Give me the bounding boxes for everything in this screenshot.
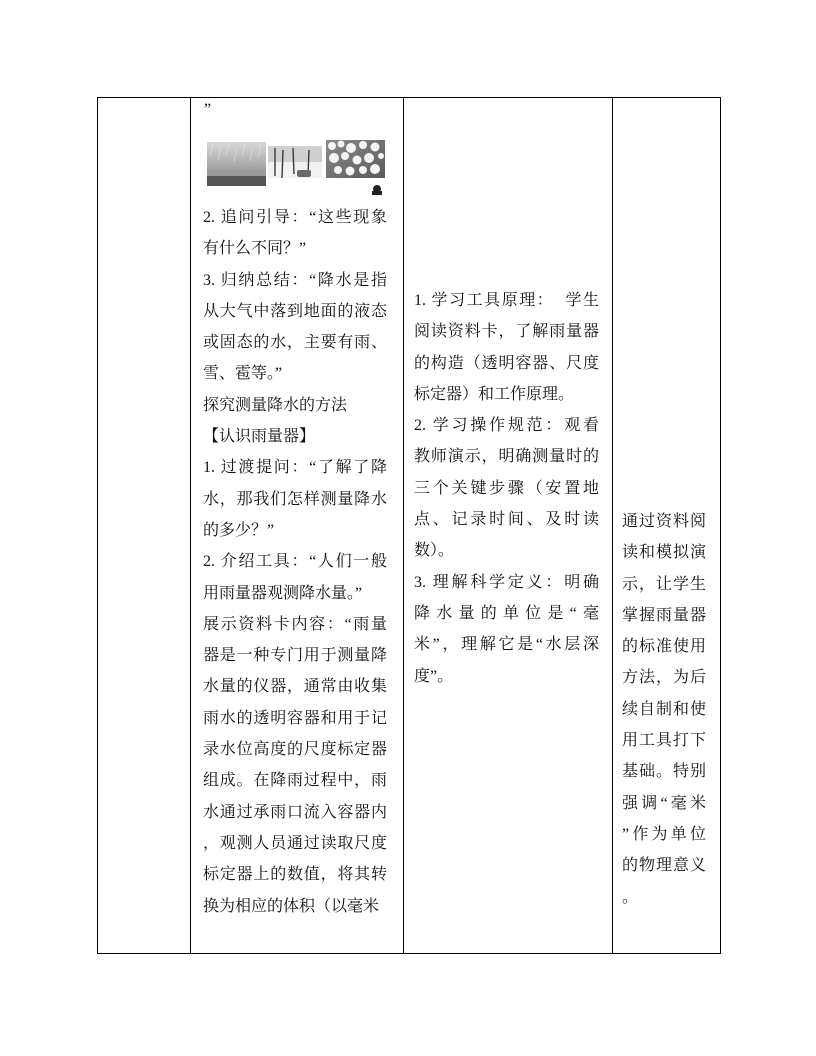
- teacher-activity-lead-quote: ”: [204, 101, 212, 118]
- student-activity-line: 1. 学习工具原理： 学生: [414, 292, 599, 309]
- student-activity-line: 标定器）和工作原理。: [414, 385, 575, 403]
- teacher-activity-line: 雪、雹等。”: [203, 365, 283, 383]
- teacher-activity-line: 用雨量器观测降水量。”: [203, 584, 363, 602]
- design-intent-line: 的物理意义: [622, 857, 706, 875]
- design-intent-line: 通过资料阅: [622, 513, 706, 530]
- teacher-activity-paragraph: [203, 452, 387, 546]
- design-intent-line: 方法，为后: [622, 669, 706, 687]
- design-intent-column: [622, 506, 706, 913]
- teacher-activity-line: 水通过承雨口流入容器内: [203, 803, 387, 821]
- teacher-activity-line: 器是一种专门用于测量降: [203, 647, 387, 665]
- teacher-activity-line: 的多少？”: [203, 521, 275, 539]
- student-activity-line: 点、记录时间、及时读: [414, 511, 599, 529]
- design-intent-line: 。: [622, 888, 639, 906]
- design-intent-line: 掌握雨量器: [622, 606, 706, 624]
- column-divider: [190, 97, 191, 954]
- precipitation-photo-strip: [205, 136, 387, 198]
- teacher-activity-column: [203, 202, 387, 922]
- teacher-activity-line: 2. 追问引导：“这些现象: [203, 209, 387, 226]
- teacher-activity-line: 【认识雨量器】: [203, 428, 316, 446]
- teacher-activity-line: 录水位高度的尺度标定器: [203, 741, 387, 759]
- student-activity-line: 数）。: [414, 542, 455, 560]
- teacher-activity-line: 或固态的水，主要有雨、: [203, 334, 387, 352]
- teacher-activity-line: 有什么不同？”: [203, 240, 307, 258]
- student-activity-paragraph: [414, 567, 599, 692]
- teacher-activity-paragraph: [203, 265, 387, 390]
- student-activity-line: 米”，理解它是“水层深: [414, 636, 599, 654]
- student-activity-line: 2. 学习操作规范：观看: [414, 417, 599, 435]
- student-activity-line: 降水量的单位是“毫: [414, 604, 599, 622]
- table-right-border: [720, 97, 721, 954]
- design-intent-line: 的标准使用: [622, 638, 706, 656]
- teacher-activity-line: 2. 介绍工具：“人们一般: [203, 553, 387, 571]
- snow-photo: [268, 146, 322, 188]
- design-intent-paragraph: [622, 506, 706, 913]
- teacher-activity-line: 标定器上的数值，将其转: [203, 866, 387, 884]
- teacher-activity-line: 展示资料卡内容：“雨量: [203, 615, 387, 633]
- student-activity-line: 度”。: [414, 667, 454, 685]
- teacher-activity-paragraph: [203, 421, 387, 452]
- teacher-activity-line: 1. 过渡提问：“了解了降: [203, 459, 387, 477]
- column-divider: [403, 97, 404, 954]
- hail-photo: [326, 140, 385, 178]
- teacher-activity-paragraph: [203, 609, 387, 922]
- teacher-activity-line: 从大气中落到地面的液态: [203, 302, 387, 320]
- table-cell-blank: [98, 98, 190, 953]
- teacher-activity-paragraph: [203, 546, 387, 609]
- student-activity-line: 三个关键步骤（安置地: [414, 479, 599, 497]
- teacher-activity-paragraph: [203, 202, 387, 265]
- design-intent-line: 读和模拟演: [622, 544, 706, 562]
- student-activity-line: 3. 理解科学定义：明确: [414, 573, 599, 591]
- student-activity-line: 教师演示，明确测量时的: [414, 448, 599, 466]
- student-activity-paragraph: [414, 410, 599, 566]
- teacher-activity-line: ，观测人员通过读取尺度: [203, 834, 387, 852]
- design-intent-line: 基础。特别: [622, 763, 706, 781]
- teacher-activity-paragraph: [203, 390, 387, 421]
- teacher-activity-line: 3. 归纳总结：“降水是指: [203, 271, 387, 289]
- teacher-activity-line: 雨水的透明容器和用于记: [203, 709, 387, 727]
- teacher-activity-line: 组成。在降雨过程中，雨: [203, 772, 387, 790]
- design-intent-line: ”作为单位: [622, 825, 706, 843]
- teacher-activity-line: 探究测量降水的方法: [203, 396, 348, 414]
- design-intent-line: 续自制和使: [622, 700, 706, 718]
- teacher-activity-line: 水量的仪器，通常由收集: [203, 678, 387, 696]
- student-activity-column: [414, 285, 599, 692]
- student-activity-line: 的构造（透明容器、尺度: [414, 354, 599, 372]
- design-intent-line: 强调“毫米: [622, 794, 706, 812]
- teacher-activity-line: 换为相应的体积（以毫米: [203, 897, 380, 915]
- design-intent-line: 示，让学生: [622, 575, 706, 593]
- column-divider: [612, 97, 613, 954]
- student-activity-line: 阅读资料卡，了解雨量器: [414, 323, 599, 341]
- student-activity-paragraph: [414, 285, 599, 410]
- small-avatar-icon: [372, 185, 382, 195]
- teacher-activity-line: 水，那我们怎样测量降水: [203, 490, 387, 508]
- design-intent-line: 用工具打下: [622, 732, 706, 750]
- rain-photo: [207, 142, 266, 186]
